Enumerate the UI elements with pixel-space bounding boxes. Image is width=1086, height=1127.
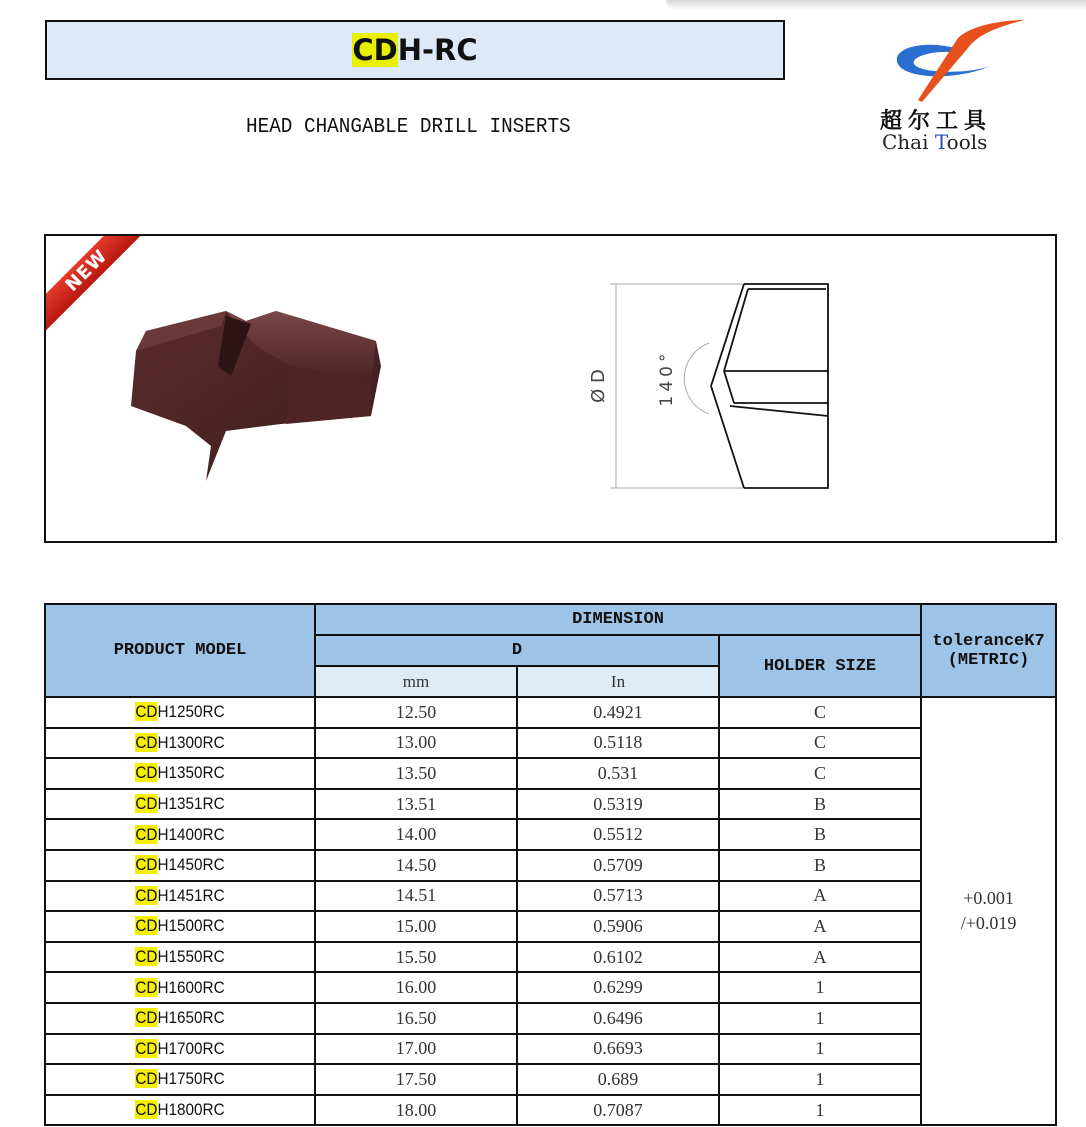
product-model-cell: CDH1700RC — [59, 1034, 302, 1065]
table-row — [45, 1003, 1056, 1034]
holder-size-cell: B — [719, 850, 921, 881]
product-model-cell: CDH1250RC — [59, 697, 302, 728]
holder-size-cell: 1 — [719, 972, 921, 1003]
diameter-mm-cell: 13.50 — [315, 758, 517, 789]
product-model-cell: CDH1550RC — [59, 942, 302, 973]
table-row — [45, 881, 1056, 912]
technical-drawing-icon — [566, 276, 866, 506]
angle-label: 140° — [657, 349, 677, 407]
product-model-cell: CDH1350RC — [59, 758, 302, 789]
table-row — [45, 1064, 1056, 1095]
header-product-model: PRODUCT MODEL — [45, 604, 315, 697]
table-row — [45, 1095, 1056, 1126]
holder-size-cell: B — [719, 819, 921, 850]
logo-english-text: Chai Tools — [882, 130, 988, 154]
holder-size-cell: A — [719, 942, 921, 973]
diameter-mm-cell: 17.50 — [315, 1064, 517, 1095]
product-model-cell: CDH1300RC — [59, 728, 302, 759]
product-model-cell: CDH1351RC — [59, 789, 302, 820]
diameter-in-cell: 0.531 — [517, 758, 719, 789]
diameter-mm-cell: 14.50 — [315, 850, 517, 881]
product-model-cell: CDH1450RC — [59, 850, 302, 881]
page-title — [352, 33, 477, 67]
product-image-panel — [44, 234, 1057, 543]
drill-insert-photo-icon — [126, 306, 396, 486]
holder-size-cell: A — [719, 881, 921, 912]
diameter-in-cell: 0.7087 — [517, 1095, 719, 1126]
diameter-in-cell: 0.6102 — [517, 942, 719, 973]
title-banner — [45, 20, 785, 80]
table-row — [45, 728, 1056, 759]
product-model-cell: CDH1451RC — [59, 881, 302, 912]
tolerance-cell: +0.001 /+0.019 — [921, 697, 1056, 1125]
holder-size-cell: 1 — [719, 1064, 921, 1095]
table-row — [45, 850, 1056, 881]
holder-size-cell: A — [719, 911, 921, 942]
holder-size-cell: C — [719, 758, 921, 789]
header-in: In — [517, 666, 719, 697]
title-rest: H-RC — [397, 33, 478, 67]
diameter-mm-cell: 15.00 — [315, 911, 517, 942]
spec-table-body — [45, 697, 1056, 1125]
table-row — [45, 697, 1056, 728]
holder-size-cell: C — [719, 697, 921, 728]
product-model-cell: CDH1400RC — [59, 819, 302, 850]
spec-table — [44, 603, 1057, 1126]
table-row — [45, 758, 1056, 789]
diameter-label: Ø D — [588, 369, 609, 403]
holder-size-cell: 1 — [719, 1003, 921, 1034]
table-row — [45, 789, 1056, 820]
table-row — [45, 972, 1056, 1003]
product-model-cell: CDH1650RC — [59, 1003, 302, 1034]
header-dimension: DIMENSION — [315, 604, 921, 635]
product-model-cell: CDH1800RC — [59, 1095, 302, 1126]
holder-size-cell: 1 — [719, 1095, 921, 1126]
diameter-mm-cell: 13.00 — [315, 728, 517, 759]
diameter-in-cell: 0.5713 — [517, 881, 719, 912]
table-row — [45, 942, 1056, 973]
holder-size-cell: 1 — [719, 1034, 921, 1065]
title-highlight: CD — [352, 33, 398, 67]
diameter-in-cell: 0.4921 — [517, 697, 719, 728]
diameter-mm-cell: 12.50 — [315, 697, 517, 728]
header-tolerance: toleranceK7 (METRIC) — [921, 604, 1056, 697]
diameter-in-cell: 0.6299 — [517, 972, 719, 1003]
logo-chinese-text: 超尔工具 — [880, 108, 993, 134]
holder-size-cell: C — [719, 728, 921, 759]
holder-size-cell: B — [719, 789, 921, 820]
product-model-cell: CDH1500RC — [59, 911, 302, 942]
header-d: D — [315, 635, 719, 666]
diameter-in-cell: 0.5118 — [517, 728, 719, 759]
diameter-mm-cell: 18.00 — [315, 1095, 517, 1126]
table-row — [45, 819, 1056, 850]
diameter-in-cell: 0.689 — [517, 1064, 719, 1095]
new-badge: NEW — [44, 234, 149, 333]
product-model-cell: CDH1600RC — [59, 972, 302, 1003]
diameter-in-cell: 0.5512 — [517, 819, 719, 850]
diameter-in-cell: 0.5906 — [517, 911, 719, 942]
diameter-mm-cell: 17.00 — [315, 1034, 517, 1065]
header-holder-size: HOLDER SIZE — [719, 635, 921, 697]
product-model-cell: CDH1750RC — [59, 1064, 302, 1095]
diameter-in-cell: 0.5709 — [517, 850, 719, 881]
diameter-in-cell: 0.6496 — [517, 1003, 719, 1034]
diameter-in-cell: 0.5319 — [517, 789, 719, 820]
diameter-mm-cell: 15.50 — [315, 942, 517, 973]
diameter-mm-cell: 16.00 — [315, 972, 517, 1003]
diameter-mm-cell: 14.00 — [315, 819, 517, 850]
diameter-mm-cell: 14.51 — [315, 881, 517, 912]
page-subtitle: HEAD CHANGABLE DRILL INSERTS — [246, 116, 571, 139]
diameter-in-cell: 0.6693 — [517, 1034, 719, 1065]
table-row — [45, 911, 1056, 942]
diameter-mm-cell: 16.50 — [315, 1003, 517, 1034]
header-mm: mm — [315, 666, 517, 697]
diameter-mm-cell: 13.51 — [315, 789, 517, 820]
table-row — [45, 1034, 1056, 1065]
